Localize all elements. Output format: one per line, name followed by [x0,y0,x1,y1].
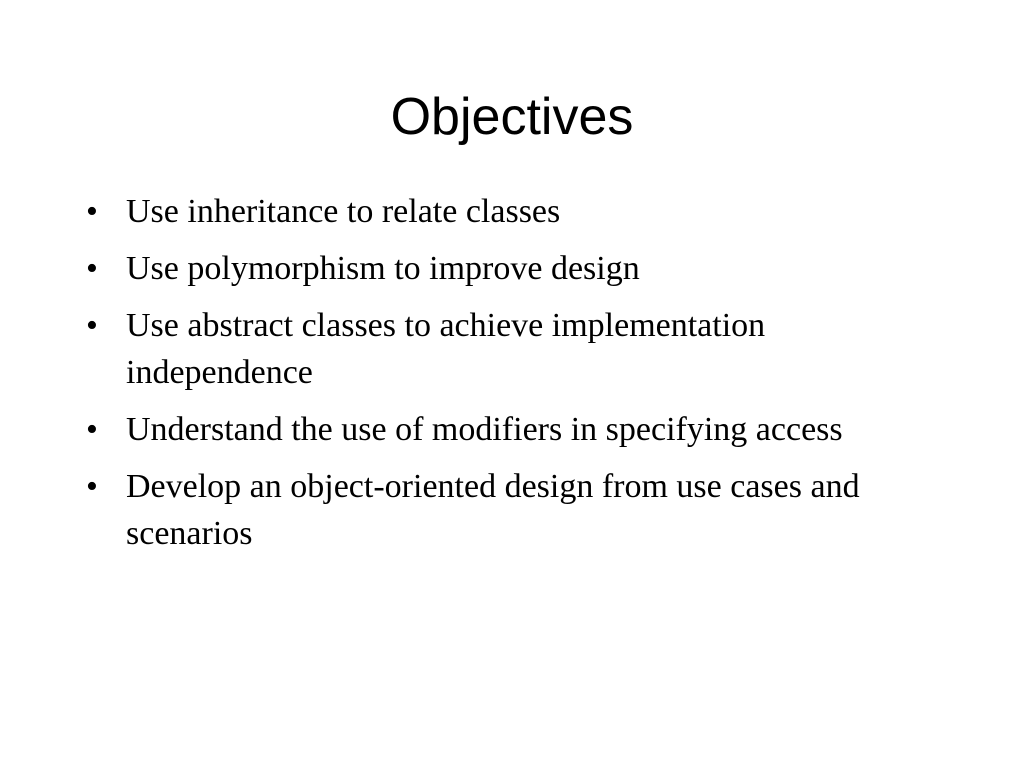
slide-title: Objectives [390,88,634,146]
list-item [86,302,946,396]
bullet-icon: • [86,468,98,505]
list-item-text: Develop an object-oriented design from use cases and scenarios [126,468,860,552]
list-item-text: Use abstract classes to achieve implementation independence [126,307,766,391]
bullet-icon: • [86,250,98,287]
list-item [86,245,946,292]
bullet-icon: • [86,411,98,448]
list-item-text: Understand the use of modifiers in specifying access [126,411,843,448]
bullet-icon: • [86,307,98,344]
bullet-icon: • [86,193,98,230]
list-item [86,188,946,235]
objectives-list [86,188,946,567]
list-item-text: Use polymorphism to improve design [126,250,640,287]
list-item [86,406,946,453]
list-item [86,463,946,557]
list-item-text: Use inheritance to relate classes [126,193,561,230]
